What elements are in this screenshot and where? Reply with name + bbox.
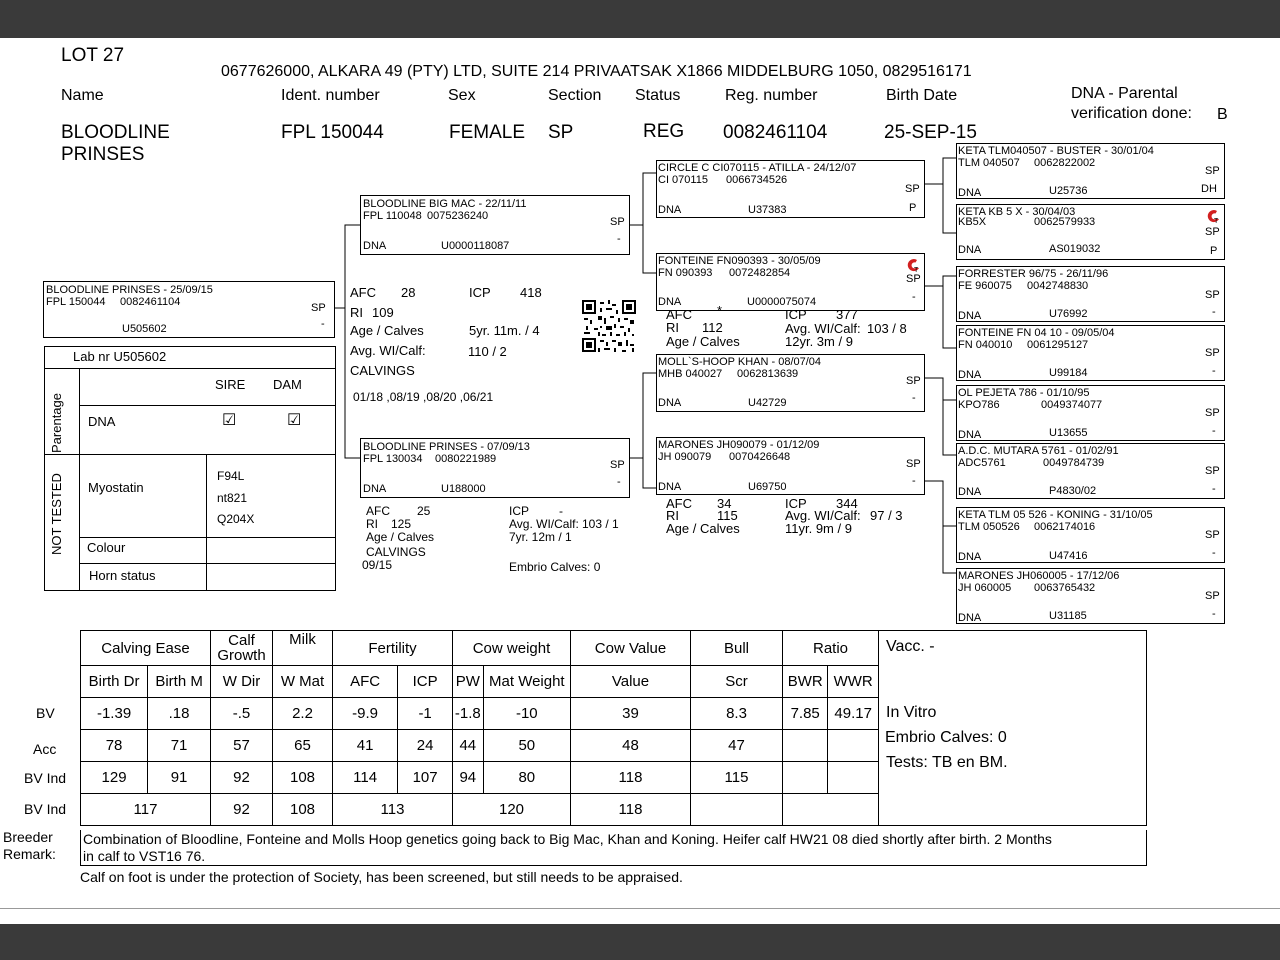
remark-label: Remark: [3, 846, 56, 862]
ggp2-ident: KB5X [958, 216, 987, 228]
dam-age: 7yr. 12m / 1 [509, 530, 572, 544]
gp2-status: - [912, 291, 916, 303]
ggp8-section: SP [1205, 590, 1220, 602]
dam-ri-label: RI [366, 517, 378, 531]
col-mat-weight: Mat Weight [483, 666, 570, 698]
dam-afc: 25 [417, 504, 431, 518]
ggp8-ident: JH 060005 [958, 582, 1012, 594]
tests-text: Tests: TB en BM. [886, 754, 1008, 771]
gp3-title: MOLL`S-HOOP KHAN - 08/07/04 [658, 356, 822, 368]
remark-box [80, 830, 1147, 866]
gp1-section: SP [905, 183, 920, 195]
col-value: Value [571, 666, 691, 698]
ggp8-reg: 0063765432 [1034, 582, 1096, 594]
animal-birth: 25-SEP-15 [884, 122, 977, 143]
group-bull: Bull [691, 631, 783, 666]
svg-text:T: T [1214, 218, 1219, 224]
bvind-mat-weight: 80 [483, 762, 570, 794]
icp-label: ICP [469, 285, 491, 300]
ggp4-section: SP [1205, 347, 1220, 359]
age-value: 5yr. 11m. / 4 [469, 323, 540, 338]
dam-dna-label: DNA [363, 483, 387, 495]
dam-wi-label: Avg. WI/Calf: [509, 517, 579, 531]
bvind-birth-m: 91 [148, 762, 211, 794]
group-milk: Milk [273, 631, 333, 666]
vaccination-panel [879, 631, 1147, 826]
bvind2-cow-value: 118 [571, 794, 691, 826]
ggp5-status: - [1212, 425, 1216, 437]
dam-reg: 0080221989 [435, 453, 497, 465]
sire-section: SP [610, 216, 625, 228]
sire-dna-label: DNA [363, 240, 387, 252]
gp2-section: SP [906, 273, 921, 285]
dna-header-2: verification done: [1071, 105, 1192, 122]
status-header: Status [635, 87, 681, 104]
ggp1-status: DH [1201, 183, 1217, 195]
animal-section: SP [548, 122, 574, 143]
gp4-age-label: Age / Calves [666, 521, 740, 536]
remark-line-1: Combination of Bloodline, Fonteine and Molls Hoop genetics going back to Big Mac, Khan and Koning. Heifer calf HW21 08 died shortly after birth. 2 Months [83, 831, 1052, 847]
gp2-wi-label: Avg. WI/Calf: [785, 321, 861, 336]
bvind-value: 118 [571, 762, 691, 794]
gp3-section: SP [906, 375, 921, 387]
birth-header: Birth Date [886, 87, 958, 104]
col-w-dir: W Dir [211, 666, 273, 698]
svg-text:T: T [914, 267, 919, 273]
gp4-ri-label: RI [666, 508, 679, 523]
dna-verification: B [1217, 106, 1228, 123]
col-icp: ICP [398, 666, 453, 698]
sire-title: BLOODLINE BIG MAC - 22/11/11 [363, 198, 527, 210]
acc-afc: 41 [333, 730, 398, 762]
bottom-bar [0, 924, 1280, 960]
dam-icp-label: ICP [509, 504, 530, 518]
gp4-dna: U69750 [748, 481, 787, 493]
section-header: Section [548, 87, 602, 104]
acc-pw: 44 [453, 730, 484, 762]
ggp3-reg: 0042748830 [1027, 280, 1089, 292]
footer-note: Calf on foot is under the protection of Society, has been screened, but still needs to be appraised. [80, 869, 683, 885]
parentage-label: Parentage [49, 393, 64, 453]
gp2-icp: 377 [836, 307, 858, 322]
age-label: Age / Calves [350, 323, 424, 338]
dam-wi: 103 / 1 [582, 517, 619, 531]
ggp4-dna-label: DNA [958, 369, 982, 381]
gp4-dna-label: DNA [658, 481, 682, 493]
ggp7-dna-label: DNA [958, 551, 982, 563]
ggp7-ident: TLM 050526 [958, 521, 1020, 533]
ggp1-section: SP [1205, 165, 1220, 177]
myostatin-f94l: F94L [217, 469, 245, 483]
lot-number: LOT 27 [61, 45, 125, 66]
bv-bwr: 7.85 [783, 698, 828, 730]
ggp6-title: A.D.C. MUTARA 5761 - 01/02/91 [958, 445, 1119, 457]
ggp6-ident: ADC5761 [958, 457, 1006, 469]
gp4-wi: 97 / 3 [870, 508, 903, 523]
bv-pw: -1.8 [453, 698, 484, 730]
ggp2-dna-label: DNA [958, 244, 982, 256]
ggp8-dna-label: DNA [958, 612, 982, 624]
pedigree-page [0, 38, 1280, 924]
icp-value: 418 [520, 285, 542, 300]
gp4-wi-label: Avg. WI/Calf: [785, 508, 861, 523]
ident-header: Ident. number [281, 87, 380, 104]
gp2-icp-label: ICP [785, 307, 807, 322]
gp2-dna: U0000075074 [747, 296, 817, 308]
gp4-ri: 115 [717, 508, 738, 523]
animal-name-2: PRINSES [61, 144, 145, 165]
gp2-age-label: Age / Calves [666, 334, 740, 349]
gp2-title: FONTEINE FN090393 - 30/05/09 [658, 255, 821, 267]
bv-mat-weight: -10 [483, 698, 570, 730]
col-bwr: BWR [783, 666, 828, 698]
bvind-w-dir: 92 [211, 762, 273, 794]
col-afc: AFC [333, 666, 398, 698]
gp2-wi: 103 / 8 [867, 321, 907, 336]
ggp6-reg: 0049784739 [1043, 457, 1105, 469]
reg-header: Reg. number [725, 87, 818, 104]
bv-scr: 8.3 [691, 698, 783, 730]
ggp3-dna: U76992 [1049, 308, 1088, 320]
gp1-dna-label: DNA [658, 204, 682, 216]
ggp1-dna: U25736 [1049, 185, 1088, 197]
subject-title: BLOODLINE PRINSES - 25/09/15 [46, 284, 213, 296]
col-birth-m: Birth M [148, 666, 211, 698]
gp1-title: CIRCLE C CI070115 - ATILLA - 24/12/07 [658, 162, 857, 174]
ggp4-dna: U99184 [1049, 367, 1088, 379]
wi-label: Avg. WI/Calf: [350, 343, 426, 358]
ggp4-reg: 0061295127 [1027, 339, 1089, 351]
ggp2-dna: AS019032 [1049, 243, 1101, 255]
breeding-values-table [80, 630, 1147, 826]
acc-wwr [828, 730, 879, 762]
gp4-section: SP [906, 458, 921, 470]
group-ratio: Ratio [783, 631, 879, 666]
bv-w-dir: -.5 [211, 698, 273, 730]
ggp6-dna-label: DNA [958, 486, 982, 498]
ggp8-status: - [1212, 608, 1216, 620]
ggp7-section: SP [1205, 529, 1220, 541]
group-cow-value: Cow Value [571, 631, 691, 666]
gp2-ident: FN 090393 [658, 267, 713, 279]
dam-status: - [617, 476, 621, 488]
ggp3-dna-label: DNA [958, 310, 982, 322]
calvings-dates: 01/18 ,08/19 ,08/20 ,06/21 [353, 390, 494, 404]
animal-reg: 0082461104 [723, 122, 828, 143]
colour-label: Colour [87, 540, 126, 555]
ggp6-dna: P4830/02 [1049, 485, 1097, 497]
dna-header-1: DNA - Parental [1071, 85, 1178, 102]
gp3-dna: U42729 [748, 397, 787, 409]
embrio-calves-text: Embrio Calves: 0 [885, 729, 1007, 746]
vacc-text: Vacc. - [886, 638, 935, 655]
animal-status: REG [643, 121, 685, 142]
dam-icp: - [559, 504, 563, 518]
ggp1-title: KETA TLM040507 - BUSTER - 30/01/04 [958, 145, 1154, 157]
ggp3-title: FORRESTER 96/75 - 26/11/96 [958, 268, 1109, 280]
ggp5-section: SP [1205, 407, 1220, 419]
gp2-afc: * [717, 303, 723, 318]
gp3-ident: MHB 040027 [658, 368, 723, 380]
gp4-title: MARONES JH090079 - 01/12/09 [658, 439, 820, 451]
col-wwr: WWR [828, 666, 879, 698]
name-header: Name [61, 87, 104, 104]
row-label-bv: BV [36, 705, 55, 721]
animal-sex: FEMALE [449, 122, 526, 143]
gp4-afc-label: AFC [666, 496, 692, 511]
ggp4-ident: FN 040010 [958, 339, 1013, 351]
subject-ident: FPL 150044 [46, 296, 106, 308]
dam-col: DAM [273, 377, 302, 392]
bv-icp: -1 [398, 698, 453, 730]
bv-birth-dr: -1.39 [81, 698, 148, 730]
breeder-label: Breeder [3, 829, 53, 845]
ggp5-reg: 0049374077 [1041, 399, 1103, 411]
ggp5-title: OL PEJETA 786 - 01/10/95 [958, 387, 1090, 399]
col-pw: PW [453, 666, 484, 698]
acc-w-dir: 57 [211, 730, 273, 762]
acc-birth-m: 71 [148, 730, 211, 762]
gp2-age: 12yr. 3m / 9 [785, 334, 853, 349]
gp2-ri: 112 [702, 320, 723, 335]
owner-line: 0677626000, ALKARA 49 (PTY) LTD, SUITE 214 PRIVAATSAK X1866 MIDDELBURG 1050, 0829516171 [221, 63, 972, 80]
sire-dna-check-icon: ☑ [222, 412, 237, 429]
dam-afc-label: AFC [366, 504, 390, 518]
in-vitro-text: In Vitro [886, 704, 937, 721]
ggp5-ident: KPO786 [958, 399, 1000, 411]
gp4-icp-label: ICP [785, 496, 807, 511]
horn-label: Horn status [89, 568, 156, 583]
ggp3-section: SP [1205, 289, 1220, 301]
col-scr: Scr [691, 666, 783, 698]
myostatin-q204x: Q204X [217, 512, 255, 526]
bvind-w-mat: 108 [273, 762, 333, 794]
gp3-dna-label: DNA [658, 397, 682, 409]
bvind-icp: 107 [398, 762, 453, 794]
subject-dna: U505602 [122, 323, 167, 335]
row-label-acc: Acc [33, 741, 57, 757]
acc-bwr [783, 730, 828, 762]
not-tested-label: NOT TESTED [49, 473, 64, 555]
acc-scr: 47 [691, 730, 783, 762]
bvind-scr: 115 [691, 762, 783, 794]
calvings-label: CALVINGS [350, 363, 415, 378]
ri-value: 109 [372, 305, 394, 320]
dam-dna: U188000 [441, 483, 486, 495]
afc-label: AFC [350, 285, 376, 300]
row-label-bvind: BV Ind [24, 770, 67, 786]
ggp7-status: - [1212, 547, 1216, 559]
gp4-reg: 0070426648 [729, 451, 791, 463]
dam-ident: FPL 130034 [363, 453, 423, 465]
dam-title: BLOODLINE PRINSES - 07/09/13 [363, 441, 530, 453]
ggp1-dna-label: DNA [958, 187, 982, 199]
ggp2-status: P [1210, 245, 1218, 257]
ggp8-dna: U31185 [1049, 610, 1087, 622]
bvind2-calving-ease: 117 [81, 794, 211, 826]
gp3-status: - [912, 392, 916, 404]
ri-label: RI [350, 305, 363, 320]
ggp4-status: - [1212, 365, 1216, 377]
gp4-afc: 34 [717, 496, 732, 511]
ggp7-title: KETA TLM 05 526 - KONING - 31/10/05 [958, 509, 1153, 521]
ggp6-section: SP [1205, 465, 1220, 477]
gp2-afc-label: AFC [666, 307, 692, 322]
dam-section: SP [610, 459, 625, 471]
gp3-reg: 0062813639 [737, 368, 799, 380]
group-cow-weight: Cow weight [453, 631, 571, 666]
gp4-status: - [912, 475, 916, 487]
acc-icp: 24 [398, 730, 453, 762]
ggp1-ident: TLM 040507 [958, 157, 1020, 169]
sire-dna: U0000118087 [441, 240, 510, 252]
myostatin-label: Myostatin [88, 480, 144, 495]
bv-value: 39 [571, 698, 691, 730]
ggp5-dna: U13655 [1049, 427, 1088, 439]
dam-ri: 125 [391, 517, 412, 531]
gp2-ri-label: RI [666, 320, 679, 335]
sex-header: Sex [448, 87, 476, 104]
gp4-ident: JH 090079 [658, 451, 712, 463]
gp4-icp: 344 [836, 496, 858, 511]
animal-ident: FPL 150044 [281, 122, 384, 143]
subject-status: - [321, 318, 325, 330]
gp1-status: P [909, 202, 917, 214]
acc-value: 48 [571, 730, 691, 762]
bvind2-fertility: 113 [333, 794, 453, 826]
bvind2-calf-growth: 92 [211, 794, 273, 826]
dam-dna-check-icon: ☑ [287, 412, 302, 429]
col-birth-dr: Birth Dr [81, 666, 148, 698]
wi-value: 110 / 2 [468, 344, 507, 359]
animal-name-1: BLOODLINE [61, 122, 170, 143]
gp1-dna: U37383 [748, 204, 787, 216]
bvind-wwr [828, 762, 879, 794]
ggp1-reg: 0062822002 [1034, 157, 1096, 169]
gp2-reg: 0072482854 [729, 267, 791, 279]
lab-number: Lab nr U505602 [73, 349, 167, 364]
group-fertility: Fertility [333, 631, 453, 666]
subject-section: SP [311, 302, 326, 314]
gp1-ident: CI 070115 [658, 174, 708, 186]
myostatin-nt821: nt821 [217, 491, 248, 505]
ggp2-reg: 0062579933 [1034, 216, 1096, 228]
ggp3-status: - [1212, 306, 1216, 318]
ggp3-ident: FE 960075 [958, 280, 1012, 292]
gp2-dna-label: DNA [658, 296, 682, 308]
top-bar [0, 0, 1280, 38]
sire-col: SIRE [215, 377, 246, 392]
bvind2-cow-weight: 120 [453, 794, 571, 826]
bvind2-milk: 108 [273, 794, 333, 826]
gp1-reg: 0066734526 [726, 174, 788, 186]
bvind-birth-dr: 129 [81, 762, 148, 794]
afc-value: 28 [401, 285, 416, 300]
gp4-age: 11yr. 9m / 9 [785, 521, 852, 536]
ggp5-dna-label: DNA [958, 429, 982, 441]
ggp7-reg: 0062174016 [1034, 521, 1096, 533]
sire-reg: 0075236240 [427, 210, 489, 222]
dam-age-label: Age / Calves [366, 530, 435, 544]
sire-status: - [617, 233, 621, 245]
dam-embrio: Embrio Calves: 0 [509, 560, 601, 574]
bvind-bwr [783, 762, 828, 794]
ggp2-title: KETA KB 5 X - 30/04/03 [958, 206, 1076, 218]
bv-afc: -9.9 [333, 698, 398, 730]
group-calf-growth: Calf Growth [211, 631, 273, 666]
ggp6-status: - [1212, 483, 1216, 495]
remark-line-2: in calf to VST16 76. [83, 848, 206, 864]
ggp4-title: FONTEINE FN 04 10 - 09/05/04 [958, 327, 1115, 339]
row-label-bvind-2: BV Ind [24, 801, 67, 817]
acc-w-mat: 65 [273, 730, 333, 762]
bv-w-mat: 2.2 [273, 698, 333, 730]
group-calving-ease: Calving Ease [81, 631, 211, 666]
pedigree-connectors [0, 38, 1280, 638]
ggp8-title: MARONES JH060005 - 17/12/06 [958, 570, 1120, 582]
dna-row-label: DNA [88, 414, 116, 429]
dam-calvings-label: CALVINGS [366, 545, 426, 559]
acc-mat-weight: 50 [483, 730, 570, 762]
col-w-mat: W Mat [273, 666, 333, 698]
ggp7-dna: U47416 [1049, 550, 1088, 562]
bv-birth-m: .18 [148, 698, 211, 730]
bvind-pw: 94 [453, 762, 484, 794]
acc-birth-dr: 78 [81, 730, 148, 762]
subject-reg: 0082461104 [120, 296, 181, 308]
bv-wwr: 49.17 [828, 698, 879, 730]
ggp2-section: SP [1205, 226, 1220, 238]
sire-ident: FPL 110048 [363, 210, 422, 222]
dam-calvings: 09/15 [362, 558, 393, 572]
bvind-afc: 114 [333, 762, 398, 794]
